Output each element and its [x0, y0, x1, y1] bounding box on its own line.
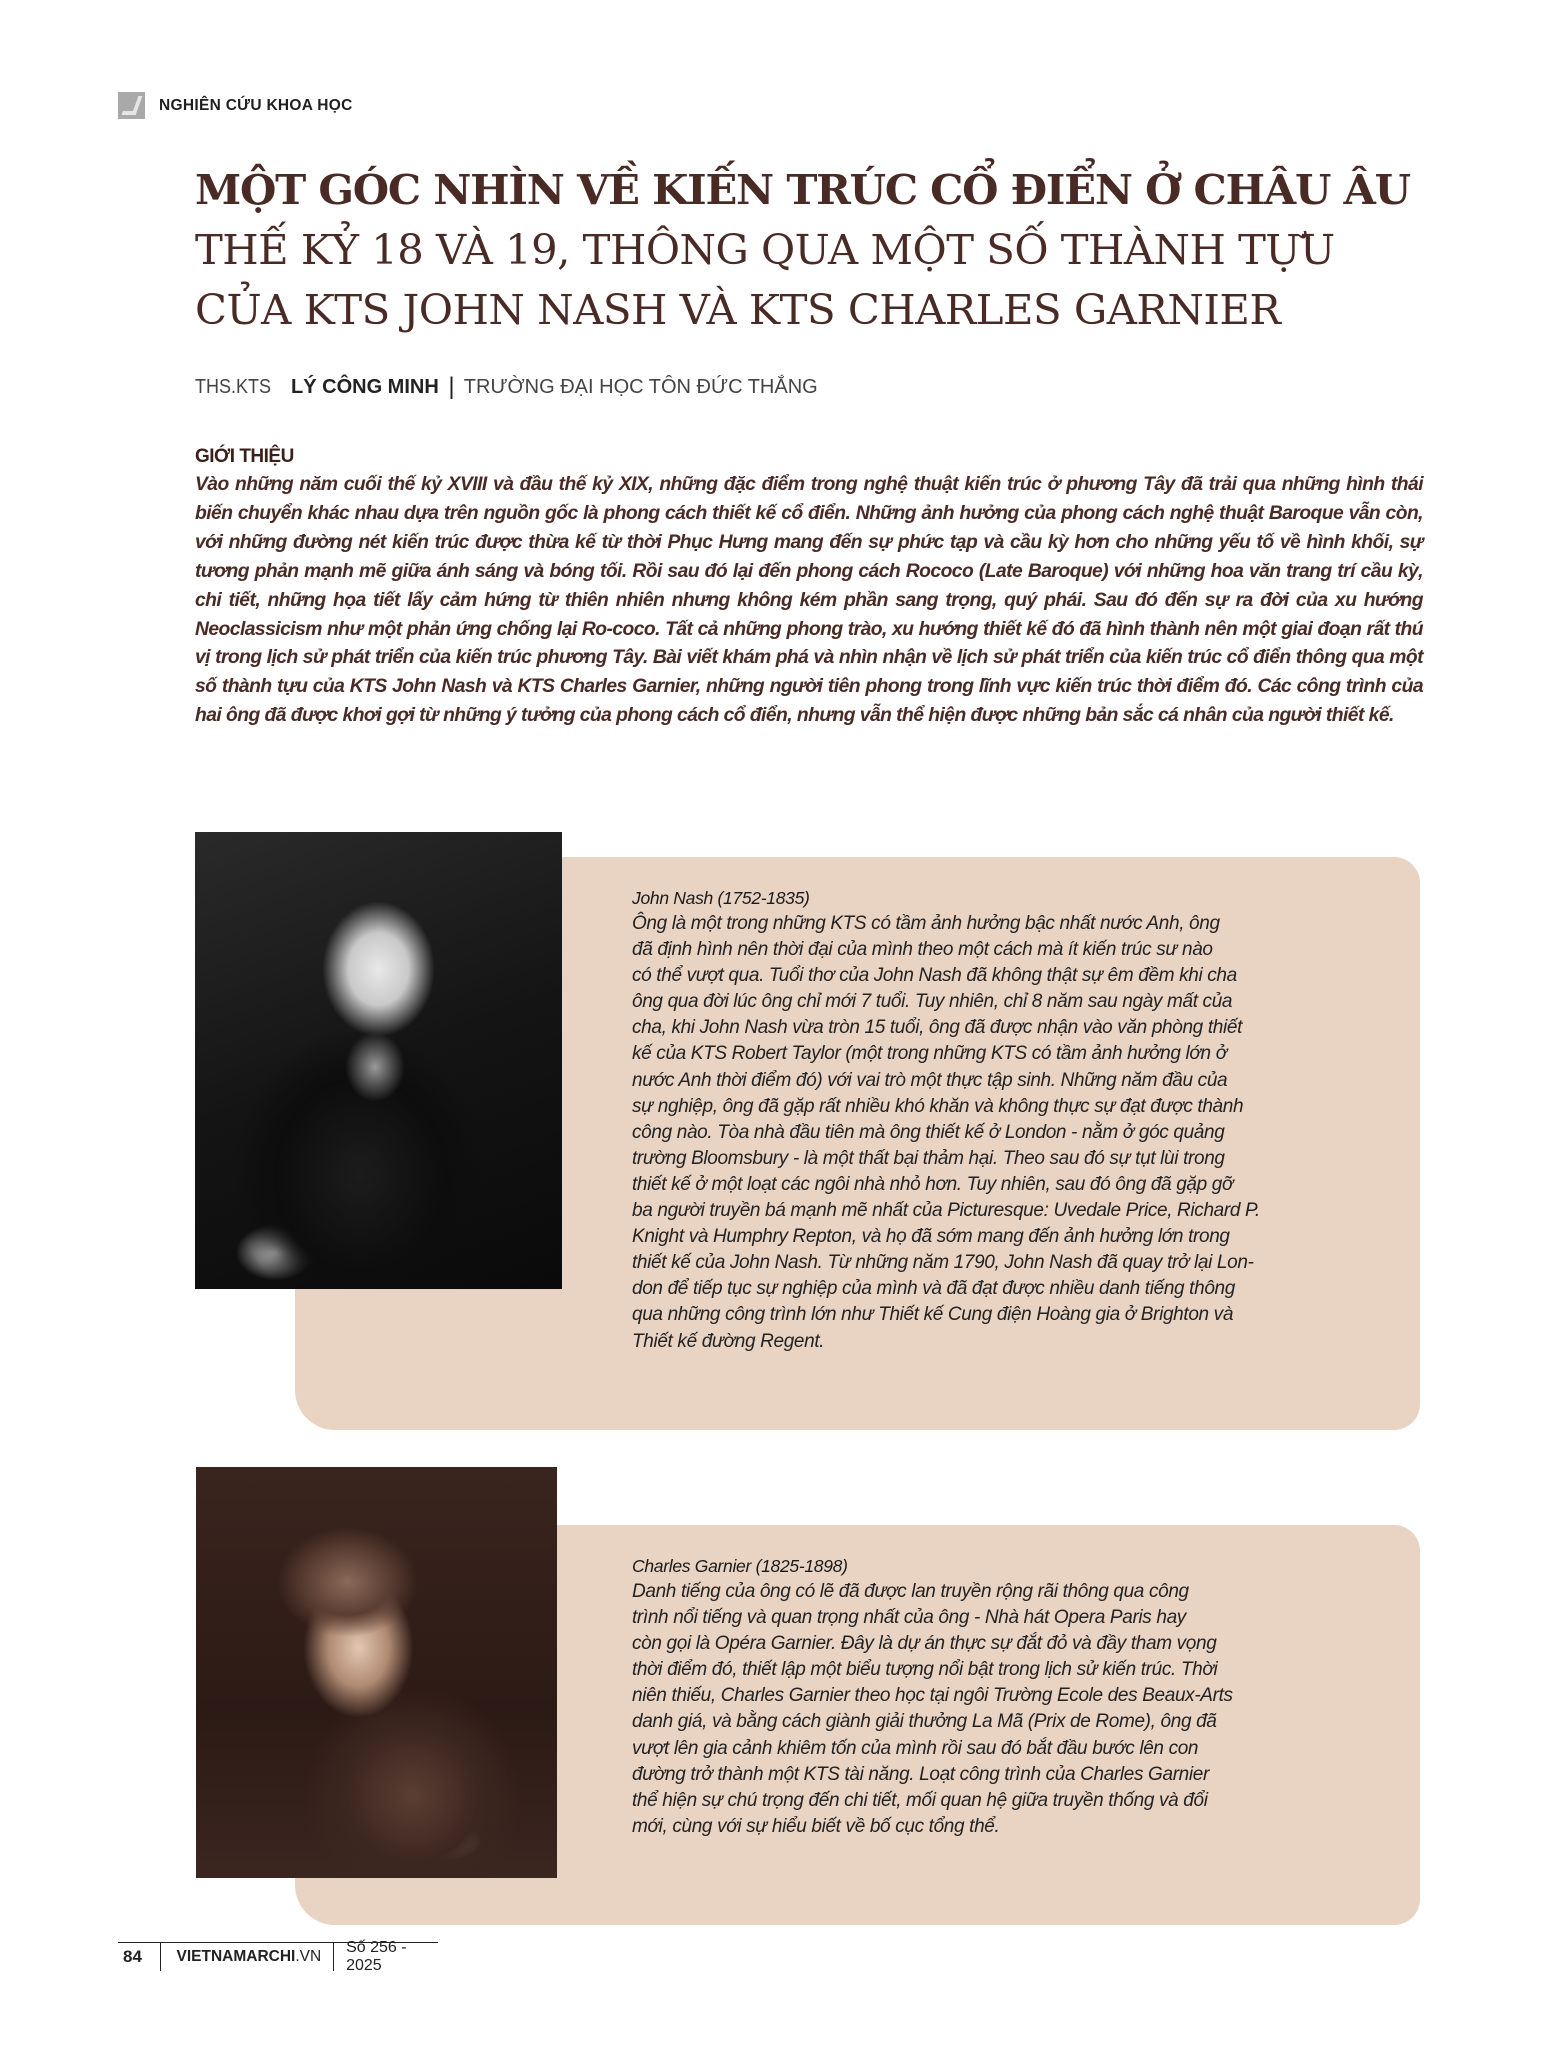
profile-text-line: trình nổi tiếng và quan trọng nhất của ông - Nhà hát Opera Paris hay	[632, 1607, 1186, 1629]
portrait-charles-garnier	[196, 1467, 557, 1878]
profile-text-line: niên thiếu, Charles Garnier theo học tại ngôi Trường Ecole des Beaux-Arts	[632, 1685, 1233, 1707]
article-title	[195, 160, 1435, 340]
profile-text-line: đã định hình nên thời đại của mình theo một cách mà ít kiến trúc sư nào	[632, 939, 1213, 961]
profile-text-line: don để tiếp tục sự nghiệp của mình và đã đạt được nhiều danh tiếng thông	[632, 1278, 1235, 1300]
portrait-john-nash	[195, 832, 562, 1289]
profile-text-line: còn gọi là Opéra Garnier. Đây là dự án thực sự đắt đỏ và đầy tham vọng	[632, 1633, 1217, 1655]
profile-text-line: ba người truyền bá mạnh mẽ nhất của Picturesque: Uvedale Price, Richard P.	[632, 1200, 1260, 1222]
profile-text-line: Thiết kế đường Regent.	[632, 1330, 825, 1352]
profile-text	[632, 911, 1332, 1355]
profile-bio-charles-garnier	[632, 1553, 1332, 1840]
section-header	[118, 92, 353, 119]
author-title: THS.KTS	[195, 376, 272, 398]
profile-text-line: có thể vượt qua. Tuổi thơ của John Nash đã không thật sự êm đềm khi cha	[632, 965, 1237, 987]
profile-text-line: công nào. Tòa nhà đầu tiên mà ông thiết kế ở London - nằm ở góc quảng	[632, 1121, 1225, 1143]
profile-text-line: thể hiện sự chú trọng đến chi tiết, mối quan hệ giữa truyền thống và đổi	[632, 1789, 1208, 1811]
profile-text-line: ông qua đời lúc ông chỉ mới 7 tuổi. Tuy nhiên, chỉ 8 năm sau ngày mất của	[632, 991, 1233, 1013]
title-line-1: MỘT GÓC NHÌN VỀ KIẾN TRÚC CỔ ĐIỂN Ở CHÂU ÂU	[195, 166, 1410, 214]
profile-text-line: thời điểm đó, thiết lập một biểu tượng nổi bật trong lịch sử kiến trúc. Thời	[632, 1659, 1218, 1681]
profile-text-line: cha, khi John Nash vừa tròn 15 tuổi, ông đã được nhận vào văn phòng thiết	[632, 1017, 1242, 1039]
profile-text-line: mới, cùng với sự hiểu biết về bố cục tổng thể.	[632, 1815, 1000, 1837]
profile-text-line: Danh tiếng của ông có lẽ đã được lan truyền rộng rãi thông qua công	[632, 1581, 1189, 1602]
intro-paragraph: Vào những năm cuối thế kỷ XVIII và đầu thế kỷ XIX, những đặc điểm trong nghệ thuật kiến trúc ở phương Tây đã trải qua những hình thái biến chuyển khác nhau dựa trên nguồn gốc là phong cách thiết kế cổ điển. Những ảnh hưởng của phong cách nghệ thuật Baroque vẫn còn, với những đường nét kiến trúc được thừa kế từ thời Phục Hưng mang đến sự phức tạp và cầu kỳ hơn cho những yếu tố về hình khối, sự tương phản mạnh mẽ giữa ánh sáng và bóng tối. Rồi sau đó lại đến phong cách Rococo (Late Baroque) với những hoa văn trang trí cầu kỳ, chi tiết, những họa tiết lấy cảm hứng từ thiên nhiên nhưng không kém phần sang trọng, quý phái. Sau đó đến sự ra đời của xu hướng Neoclassicism như một phản ứng chống lại Ro-coco. Tất cả những phong trào, xu hướng thiết kế đó đã hình thành nên một giai đoạn rất thú vị trong lịch sử phát triển của kiến trúc phương Tây. Bài viết khám phá và nhìn nhận về lịch sử phát triển của kiến trúc cổ điển thông qua một số thành tựu của KTS John Nash và KTS Charles Garnier, những người tiên phong trong lĩnh vực kiến trúc thời điểm đó. Các công trình của hai ông đã được khơi gợi từ những ý tưởng của phong cách cổ điển, nhưng vẫn thể hiện được những bản sắc cá nhân của người thiết kế.	[195, 474, 1423, 727]
website-link[interactable]	[161, 1948, 334, 1966]
profile-text-line: sự nghiệp, ông đã gặp rất nhiều khó khăn và không thực sự đạt được thành	[632, 1095, 1244, 1117]
profile-text-line: Knight và Humphry Repton, và họ đã sớm mang đến ảnh hưởng lớn trong	[632, 1226, 1230, 1248]
byline-separator: |	[448, 373, 455, 400]
byline	[195, 372, 818, 400]
intro-heading: GIỚI THIỆU	[195, 446, 294, 467]
author-name: LÝ CÔNG MINH	[291, 376, 439, 398]
section-label: NGHIÊN CỨU KHOA HỌC	[159, 96, 353, 114]
profile-text-line: Ông là một trong những KTS có tầm ảnh hưởng bậc nhất nước Anh, ông	[632, 913, 1220, 934]
title-line-3: CỦA KTS JOHN NASH VÀ KTS CHARLES GARNIER	[195, 286, 1281, 334]
page-footer	[118, 1939, 438, 1974]
page-number: 84	[123, 1947, 142, 1966]
profile-text-line: danh giá, và bằng cách giành giải thưởng La Mã (Prix de Rome), ông đã	[632, 1711, 1217, 1733]
title-line-2: THẾ KỶ 18 VÀ 19, THÔNG QUA MỘT SỐ THÀNH TỰU	[195, 226, 1335, 274]
profile-text-line: nước Anh thời điểm đó) với vai trò một thực tập sinh. Những năm đầu của	[632, 1069, 1228, 1091]
website-suffix: .VN	[295, 1948, 322, 1965]
website-name: VIETNAMARCHI	[176, 1948, 296, 1965]
author-affiliation: TRƯỜNG ĐẠI HỌC TÔN ĐỨC THẮNG	[463, 376, 818, 398]
profile-text-line: đường trở thành một KTS tài năng. Loạt công trình của Charles Garnier	[632, 1763, 1209, 1785]
profile-text-line: thiết kế của John Nash. Từ những năm 1790, John Nash đã quay trở lại Lon-	[632, 1252, 1254, 1274]
profile-text-line: trường Bloomsbury - là một thất bại thảm hại. Theo sau đó sự tụt lùi trong	[632, 1147, 1225, 1169]
portrait-detail	[345, 1032, 405, 1102]
profile-title: John Nash (1752-1835)	[632, 888, 810, 908]
issue-number: Số 256 - 2025	[346, 1939, 407, 1974]
section-marker-icon	[118, 92, 145, 119]
profile-text-line: vượt lên gia cảnh khiêm tốn của mình rồi sau đó bắt đầu bước lên con	[632, 1737, 1199, 1759]
profile-title: Charles Garnier (1825-1898)	[632, 1556, 848, 1576]
profile-text	[632, 1579, 1332, 1840]
profile-text-line: qua những công trình lớn như Thiết kế Cung điện Hoàng gia ở Brighton và	[632, 1304, 1234, 1326]
profile-text-line: thiết kế ở một loạt các ngôi nhà nhỏ hơn. Tuy nhiên, sau đó ông đã gặp gỡ	[632, 1173, 1234, 1195]
profile-bio-john-nash	[632, 885, 1332, 1355]
profile-text-line: kế của KTS Robert Taylor (một trong những KTS có tầm ảnh hưởng lớn ở	[632, 1043, 1227, 1065]
